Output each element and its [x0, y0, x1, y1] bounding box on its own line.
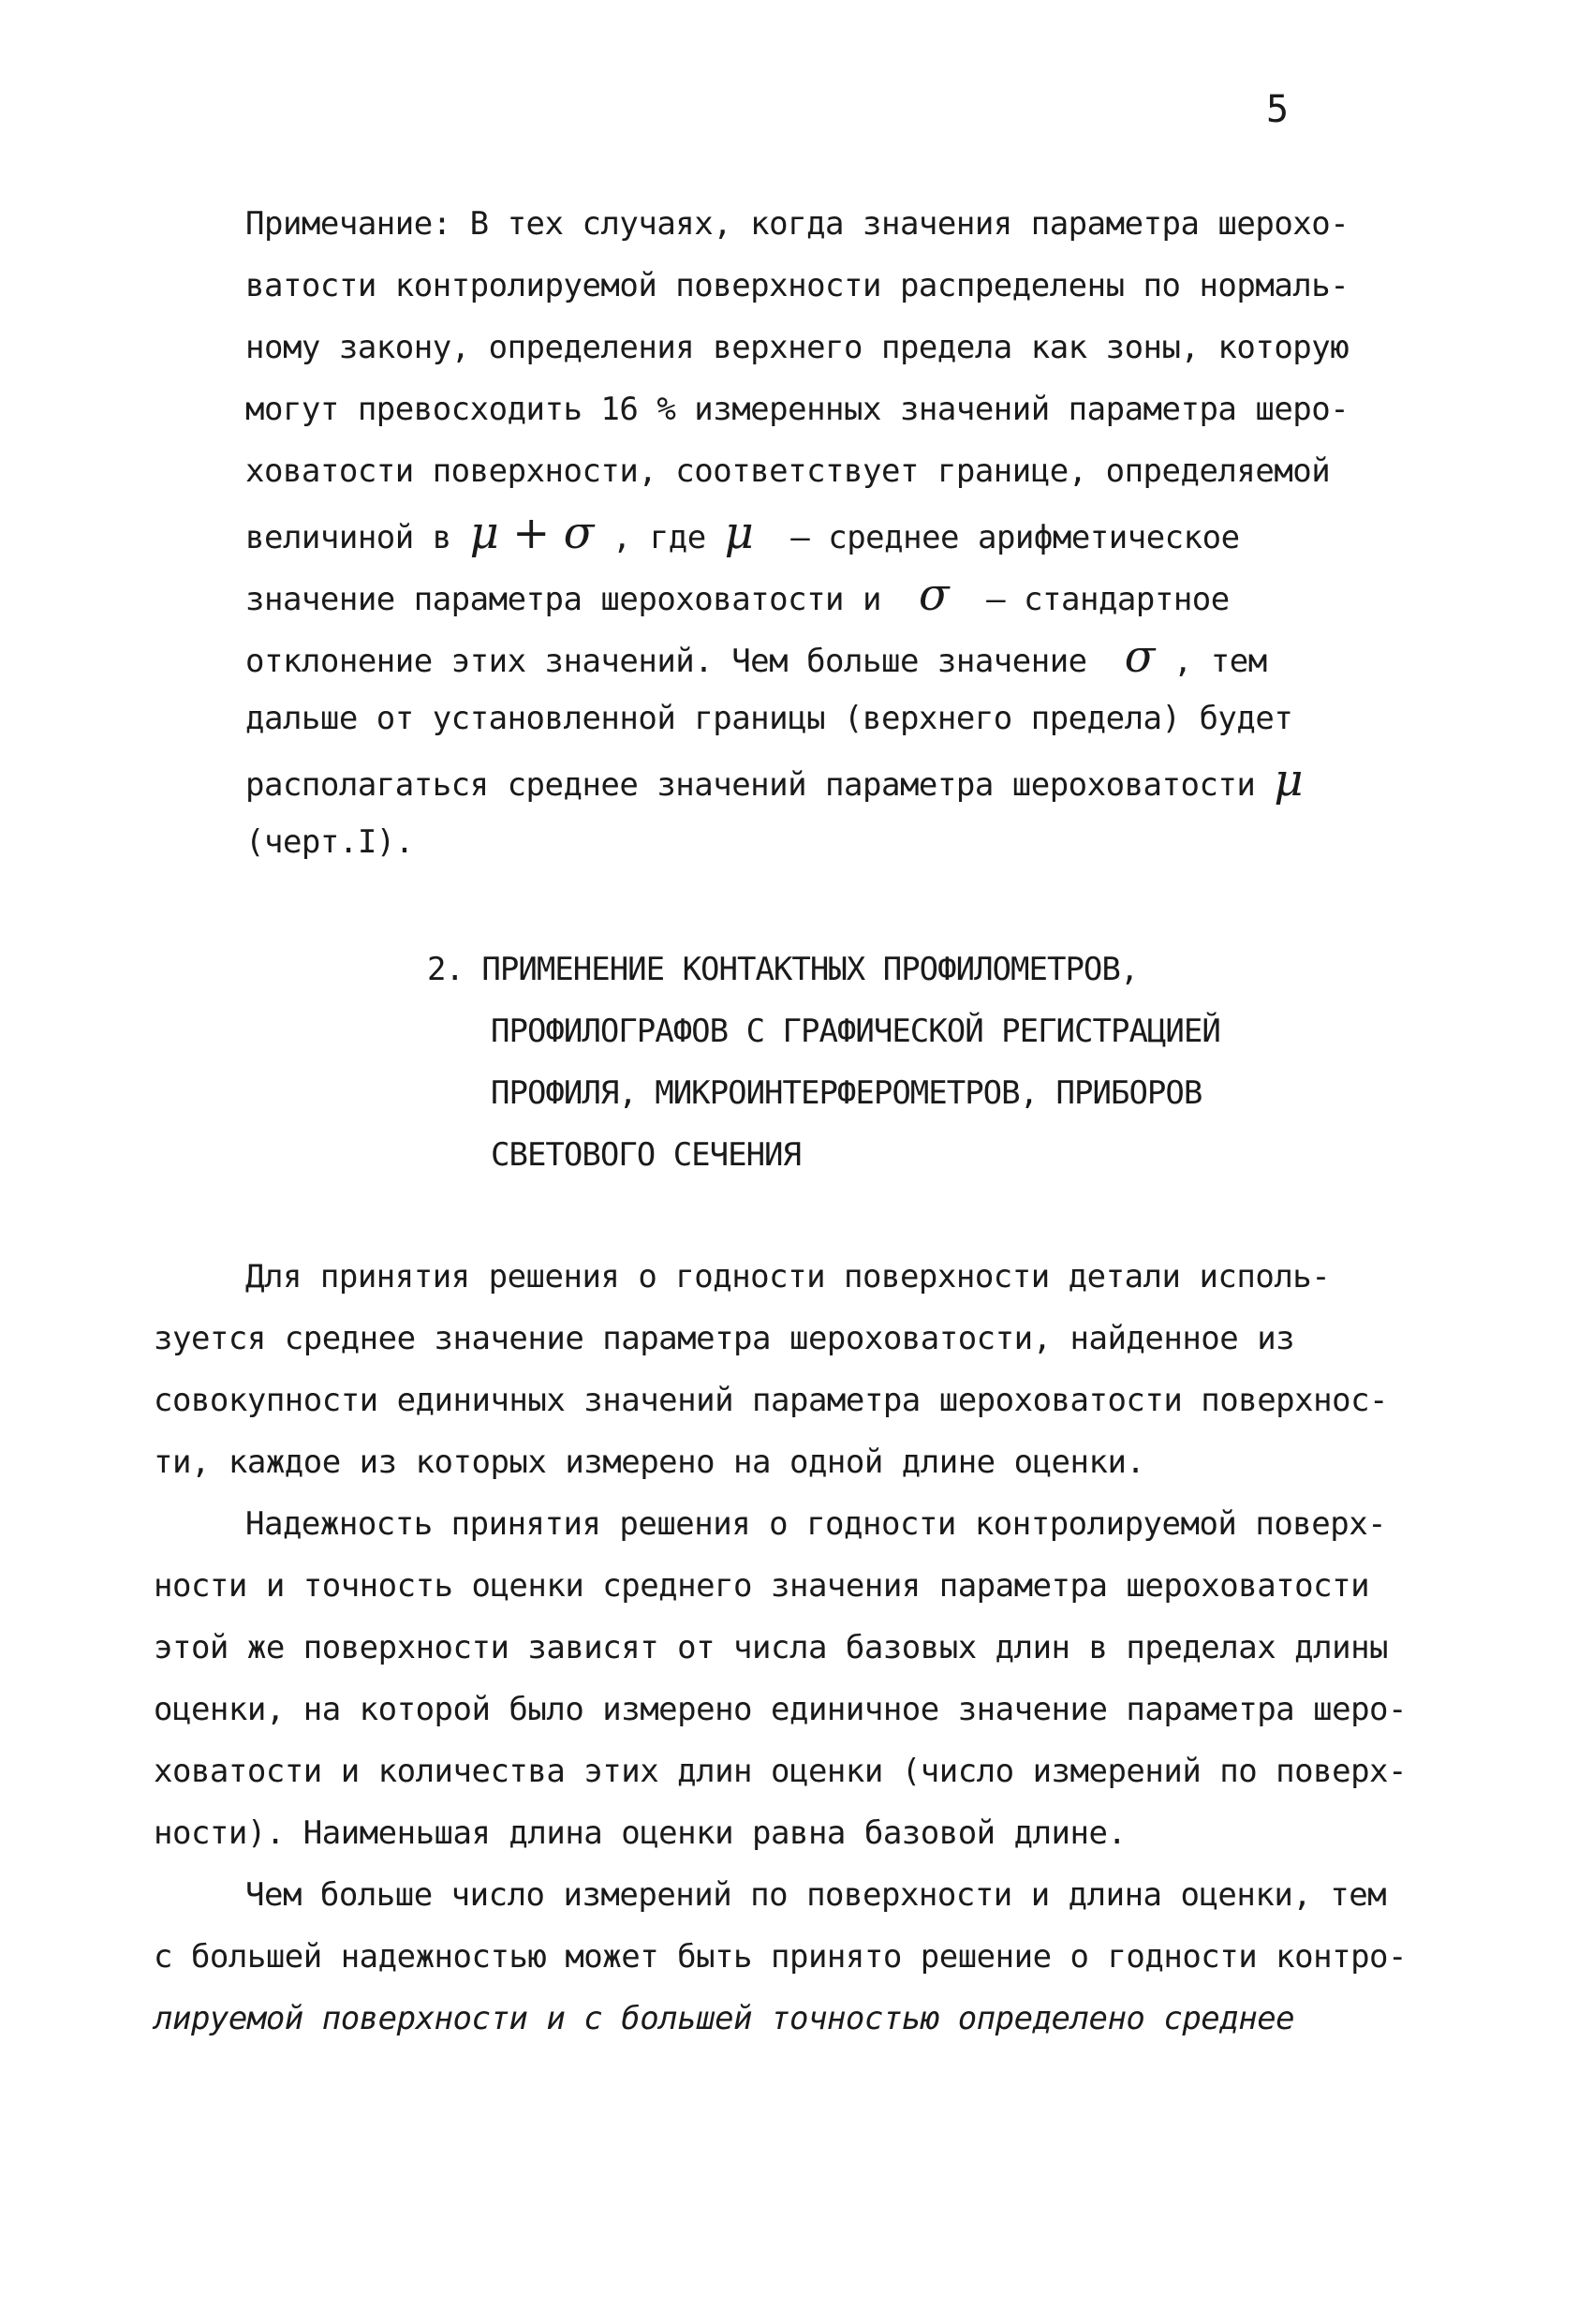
note-line — [245, 571, 1230, 623]
note-text: , тем — [1154, 643, 1267, 680]
note-text: величиной в — [245, 519, 470, 556]
note-line: могут превосходить 16 % измеренных значений параметра шеро- — [245, 391, 1350, 428]
math-symbol: μ + σ — [469, 507, 594, 559]
body-line: оценки, на которой было измерено единичное значение параметра шеро- — [154, 1691, 1407, 1728]
note-line: дальше от установленной границы (верхнего предела) будет — [245, 700, 1293, 737]
note-text: – среднее арифметическое — [753, 519, 1240, 556]
note-line — [245, 507, 1240, 561]
body-line: лируемой поверхности и с большей точностью определено среднее — [154, 2000, 1295, 2037]
page-number: 5 — [1266, 88, 1290, 131]
math-symbol: μ — [724, 507, 754, 559]
math-symbol: σ — [918, 569, 950, 621]
note-text: – стандартное — [949, 581, 1230, 618]
math-symbol: μ — [1274, 754, 1304, 807]
note-text: , где — [593, 519, 725, 556]
heading-line: ПРОФИЛЯ, МИКРОИНТЕРФЕРОМЕТРОВ, ПРИБОРОВ — [491, 1074, 1202, 1112]
note-line: (черт.I). — [245, 823, 414, 861]
heading-line: ПРОФИЛОГРАФОВ С ГРАФИЧЕСКОЙ РЕГИСТРАЦИЕЙ — [491, 1013, 1220, 1050]
body-line: совокупности единичных значений параметра шероховатости поверхнос- — [154, 1382, 1389, 1419]
note-line — [245, 630, 1267, 685]
body-line: с большей надежностью может быть принято решение о годности контро- — [154, 1938, 1407, 1976]
body-line: ности). Наименьшая длина оценки равна базовой длине. — [154, 1814, 1127, 1852]
heading-line: 2. ПРИМЕНЕНИЕ КОНТАКТНЫХ ПРОФИЛОМЕТРОВ, — [427, 951, 1139, 988]
note-line — [245, 754, 1304, 808]
body-line: Для принятия решения о годности поверхности детали исполь- — [245, 1258, 1331, 1295]
math-symbol: σ — [1124, 630, 1155, 683]
body-line: Надежность принятия решения о годности контролируемой поверх- — [245, 1505, 1387, 1543]
heading-line: СВЕТОВОГО СЕЧЕНИЯ — [491, 1136, 801, 1174]
body-line: этой же поверхности зависят от числа базовых длин в пределах длины — [154, 1629, 1389, 1666]
body-line: ховатости и количества этих длин оценки (число измерений по поверх- — [154, 1753, 1407, 1790]
body-line: ти, каждое из которых измерено на одной длине оценки. — [154, 1443, 1145, 1481]
body-line: ности и точность оценки среднего значения параметра шероховатости — [154, 1567, 1370, 1605]
body-line: Чем больше число измерений по поверхности и длина оценки, тем — [245, 1876, 1387, 1914]
note-text: отклонение этих значений. Чем больше значение — [245, 643, 1125, 680]
body-line: зуется среднее значение параметра шероховатости, найденное из — [154, 1320, 1295, 1357]
note-line: Примечание: В тех случаях, когда значения параметра шерохо- — [245, 205, 1350, 243]
note-text: располагаться среднее значений параметра шероховатости — [245, 766, 1275, 804]
note-line: ному закону, определения верхнего предела как зоны, которую — [245, 329, 1350, 366]
note-line: ватости контролируемой поверхности распределены по нормаль- — [245, 267, 1350, 304]
note-line: ховатости поверхности, соответствует границе, определяемой — [245, 452, 1331, 490]
note-text: значение параметра шероховатости и — [245, 581, 919, 618]
